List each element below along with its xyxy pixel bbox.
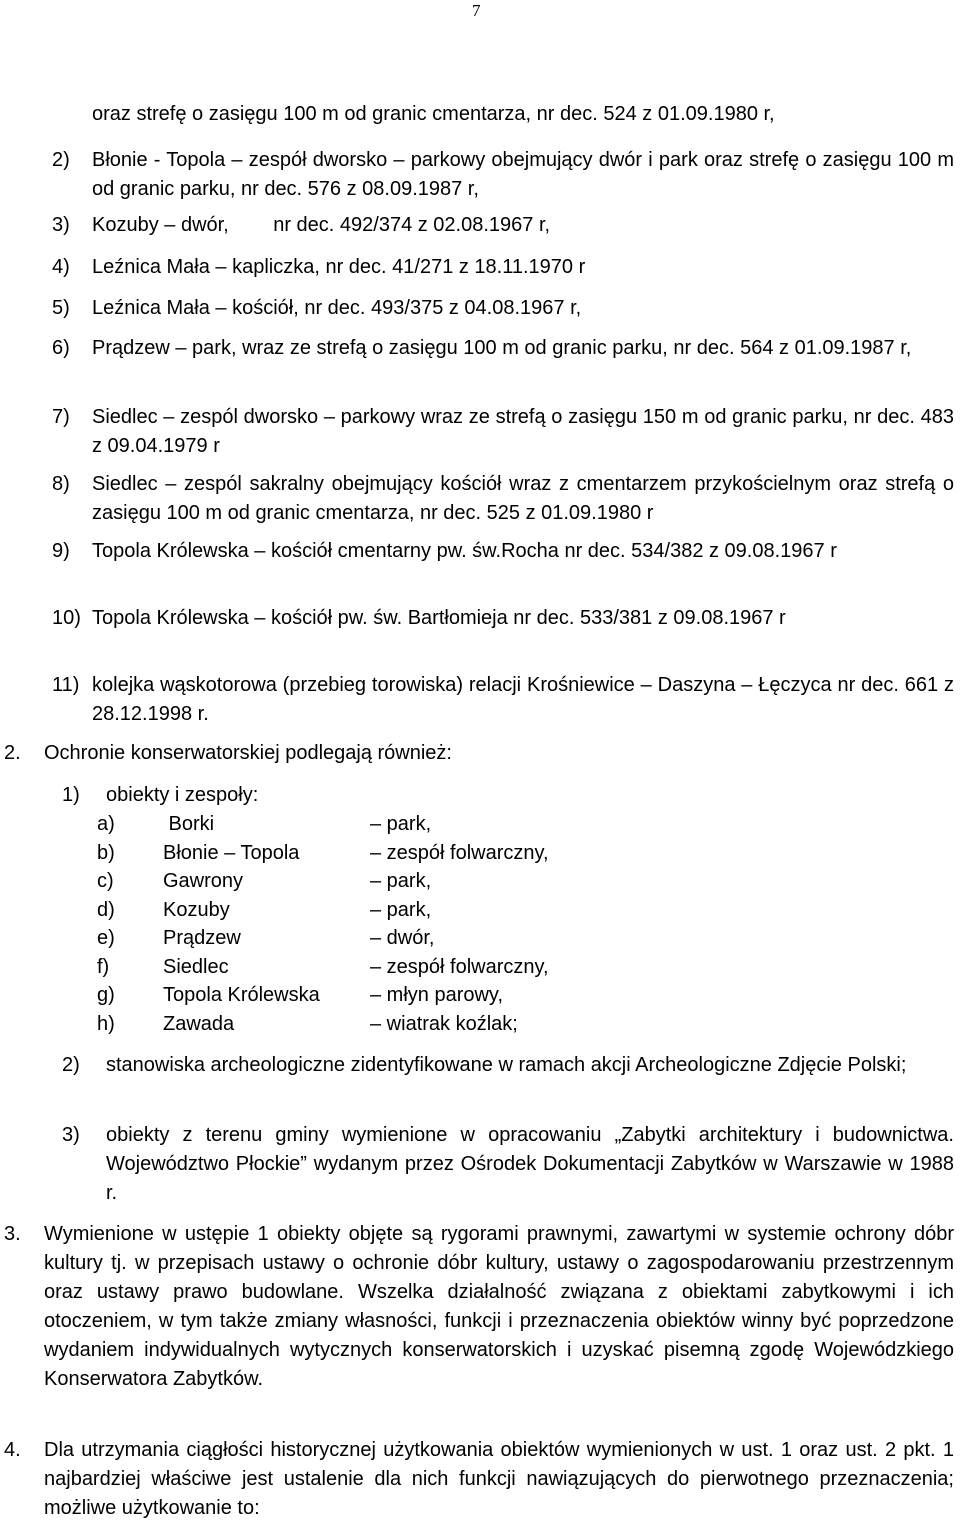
object-row bbox=[97, 839, 797, 868]
object-desc: – park, bbox=[370, 899, 432, 921]
sub-item bbox=[62, 1051, 954, 1080]
object-letter: h) bbox=[97, 1013, 115, 1035]
object-row bbox=[97, 981, 797, 1010]
object-row bbox=[97, 953, 797, 982]
list-item bbox=[52, 211, 954, 240]
object-place: Topola Królewska bbox=[163, 984, 320, 1006]
object-letter: e) bbox=[97, 927, 115, 949]
object-row bbox=[97, 810, 797, 839]
section-3 bbox=[4, 1220, 954, 1394]
object-desc: – wiatrak koźlak; bbox=[370, 1013, 518, 1035]
list-item-number: 10) bbox=[52, 607, 81, 629]
section-text: Wymienione w ustępie 1 obiekty objęte są rygorami prawnymi, zawartymi w systemie ochrony dóbr kultury tj. w przepisach ustawy o ochronie dóbr kultury, ustawy o zagospodarowaniu przestrzennym oraz ustawy prawo budowlane. Wszelka działalność związana z obiektami zabytkowymi i ich otoczeniem, w tym także zmiany własności, funkcji i przeznaczenia obiektów winny być poprzedzone wydaniem indywidualnych wytycznych konserwatorskich i uzyskać pisemną zgodę Wojewódzkiego Konserwatora Zabytków. bbox=[44, 1223, 954, 1390]
sub-item-number: 3) bbox=[62, 1124, 80, 1146]
object-place: Prądzew bbox=[163, 927, 241, 949]
object-letter: d) bbox=[97, 899, 115, 921]
section-2 bbox=[4, 739, 954, 768]
object-place: Gawrony bbox=[163, 870, 244, 892]
sub-item-text: stanowiska archeologiczne zidentyfikowane w ramach akcji Archeologiczne Zdjęcie Polski; bbox=[106, 1054, 907, 1076]
object-letter: b) bbox=[97, 842, 115, 864]
section-text: Dla utrzymania ciągłości historycznej użytkowania obiektów wymienionych w ust. 1 oraz ust. 2 pkt. 1 najbardziej właściwe jest ustalenie dla nich funkcji nawiązujących do pierwotnego przeznaczenia; możliwe użytkowanie to: bbox=[44, 1439, 954, 1519]
list-item bbox=[52, 671, 954, 729]
object-row bbox=[97, 867, 797, 896]
object-desc: – zespół folwarczny, bbox=[370, 842, 549, 864]
section-number: 3. bbox=[4, 1223, 21, 1245]
list-item bbox=[52, 253, 954, 282]
list-item-number: 3) bbox=[52, 214, 70, 236]
list-item bbox=[52, 604, 954, 633]
list-item-text: Prądzew – park, wraz ze strefą o zasięgu 100 m od granic parku, nr dec. 564 z 01.09.1987 r, bbox=[92, 337, 912, 359]
list-item-text: Leźnica Mała – kapliczka, nr dec. 41/271 z 18.11.1970 r bbox=[92, 256, 586, 278]
list-item-text: Leźnica Mała – kościół, nr dec. 493/375 z 04.08.1967 r, bbox=[92, 297, 582, 319]
list-item bbox=[52, 470, 954, 528]
list-item bbox=[52, 403, 954, 461]
list-item-text: kolejka wąskotorowa (przebieg torowiska) relacji Krośniewice – Daszyna – Łęczyca nr dec. 661 z 28.12.1998 r. bbox=[92, 674, 954, 725]
object-row bbox=[97, 1010, 797, 1039]
list-item bbox=[52, 294, 954, 323]
section-4 bbox=[4, 1436, 954, 1523]
object-row bbox=[97, 924, 797, 953]
list-item-text: Błonie - Topola – zespół dworsko – parkowy obejmujący dwór i park oraz strefę o zasięgu 100 m od granic parku, nr dec. 576 z 08.09.1987 r, bbox=[92, 149, 954, 200]
sub-item bbox=[62, 781, 954, 810]
page-number: 7 bbox=[472, 1, 481, 20]
list-item-text: Siedlec – zespól dworsko – parkowy wraz ze strefą o zasięgu 150 m od granic parku, nr dec. 483 z 09.04.1979 r bbox=[92, 406, 954, 457]
list-item bbox=[52, 334, 954, 363]
sub-item bbox=[62, 1121, 954, 1208]
object-desc: – zespół folwarczny, bbox=[370, 956, 549, 978]
list-item bbox=[52, 146, 954, 204]
object-place: Borki bbox=[163, 813, 215, 835]
list-item-number: 5) bbox=[52, 297, 70, 319]
object-letter: a) bbox=[97, 813, 115, 835]
object-place: Błonie – Topola bbox=[163, 842, 300, 864]
list-item-text: Topola Królewska – kościół pw. św. Bartłomieja nr dec. 533/381 z 09.08.1967 r bbox=[92, 607, 786, 629]
list-item-text: Topola Królewska – kościół cmentarny pw. św.Rocha nr dec. 534/382 z 09.08.1967 r bbox=[92, 540, 837, 562]
object-place: Zawada bbox=[163, 1013, 235, 1035]
object-desc: – młyn parowy, bbox=[370, 984, 504, 1006]
object-place: Kozuby bbox=[163, 899, 230, 921]
object-desc: – dwór, bbox=[370, 927, 435, 949]
list-item-number: 6) bbox=[52, 337, 70, 359]
object-place: Siedlec bbox=[163, 956, 229, 978]
section-text: Ochronie konserwatorskiej podlegają również: bbox=[44, 742, 452, 764]
list-item-number: 9) bbox=[52, 540, 70, 562]
object-letter: g) bbox=[97, 984, 115, 1006]
sub-item-text: obiekty i zespoły: bbox=[106, 784, 259, 806]
list-item-text: Siedlec – zespól sakralny obejmujący kościół wraz z cmentarzem przykościelnym oraz strefą o zasięgu 100 m od granic cmentarza, nr dec. 525 z 01.09.1980 r bbox=[92, 473, 954, 524]
sub-item-number: 2) bbox=[62, 1054, 80, 1076]
list-item bbox=[52, 537, 954, 566]
object-desc: – park, bbox=[370, 813, 432, 835]
section-number: 4. bbox=[4, 1439, 21, 1461]
sub-item-text: obiekty z terenu gminy wymienione w opracowaniu „Zabytki architektury i budownictwa. Województwo Płockie” wydanym przez Ośrodek Dokumentacji Zabytków w Warszawie w 1988 r. bbox=[106, 1124, 954, 1204]
list-item-number: 11) bbox=[52, 674, 80, 696]
list-item-text: Kozuby – dwór, nr dec. 492/374 z 02.08.1967 r, bbox=[92, 214, 551, 236]
object-letter: f) bbox=[97, 956, 110, 978]
section-number: 2. bbox=[4, 742, 21, 764]
intro-line: oraz strefę o zasięgu 100 m od granic cmentarza, nr dec. 524 z 01.09.1980 r, bbox=[92, 103, 775, 125]
list-item-number: 8) bbox=[52, 473, 70, 495]
list-item-number: 7) bbox=[52, 406, 70, 428]
sub-item-number: 1) bbox=[62, 784, 80, 806]
object-letter: c) bbox=[97, 870, 114, 892]
list-item-number: 2) bbox=[52, 149, 70, 171]
object-row bbox=[97, 896, 797, 925]
object-desc: – park, bbox=[370, 870, 432, 892]
list-item-number: 4) bbox=[52, 256, 70, 278]
